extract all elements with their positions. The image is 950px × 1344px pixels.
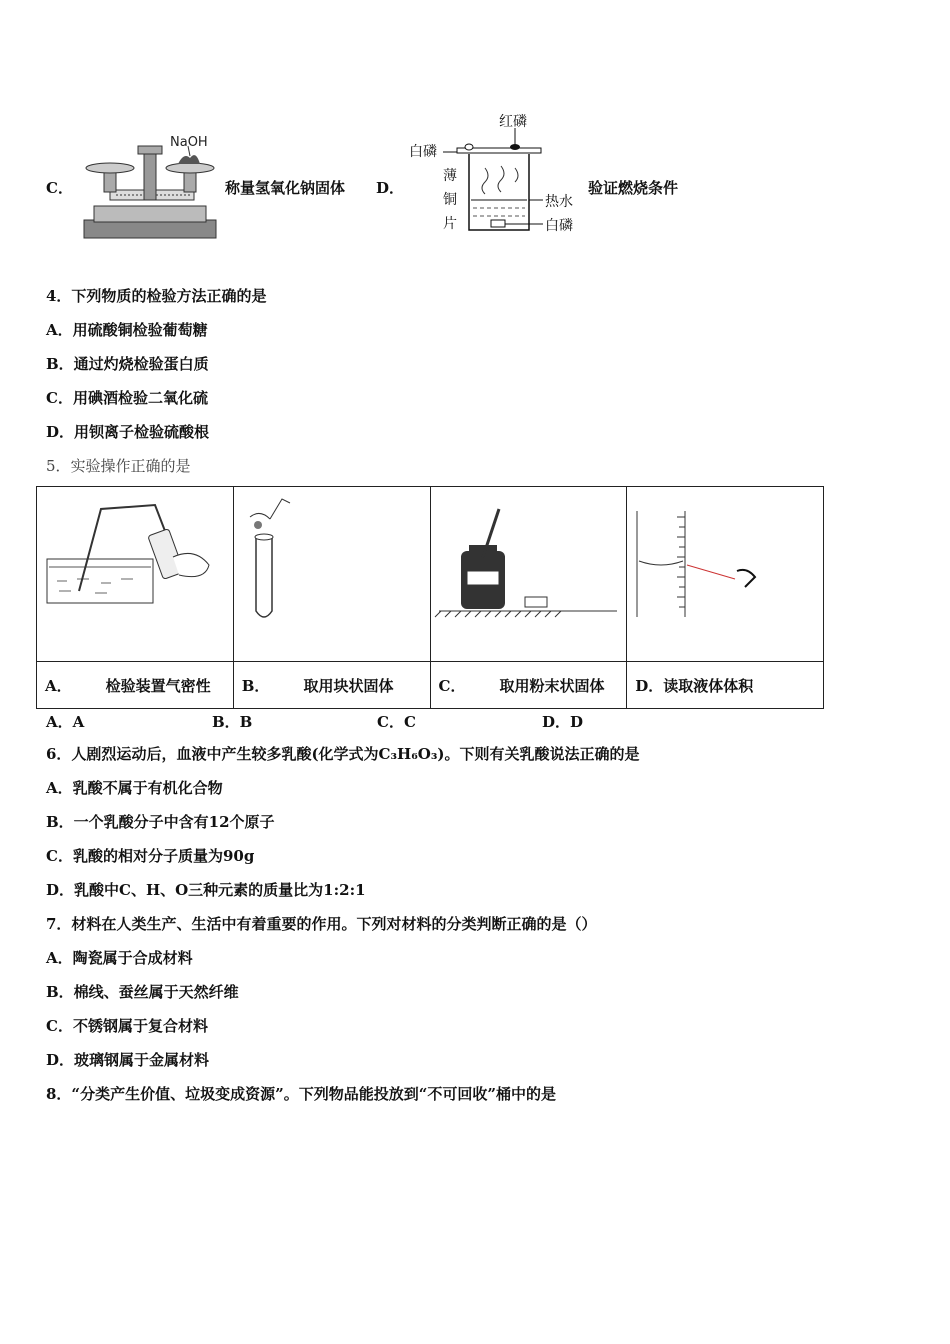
q3-option-c-letter: C． (46, 179, 73, 197)
q8-stem: 8．“分类产生价值、垃圾变成资源”。下列物品能投放到“不可回收”桶中的是 (46, 1085, 556, 1103)
q7-stem: 7．材料在人类生产、生活中有着重要的作用。下列对材料的分类判断正确的是（） (46, 915, 597, 933)
q4-option-d: D．用钡离子检验硫酸根 (46, 423, 210, 441)
thin-label: 薄 (443, 168, 457, 184)
plate-label: 片 (443, 216, 457, 232)
q5-figure-d-cell (627, 487, 824, 662)
q4-option-b: B．通过灼烧检验蛋白质 (46, 355, 209, 373)
airtightness-figure (37, 487, 231, 657)
q4-option-c: C．用碘酒检验二氧化硫 (46, 389, 208, 407)
hot-water-label: 热水 (545, 194, 573, 210)
q5-answer-d: D．D (542, 713, 584, 731)
solid-block-figure (234, 487, 428, 657)
white-phosphorus-bottom-label: 白磷 (545, 218, 573, 234)
naoh-label: NaOH (170, 135, 208, 150)
q6-option-c: C．乳酸的相对分子质量为90g (46, 847, 255, 865)
q5-stem: 5．实验操作正确的是 (46, 457, 191, 475)
q5-figure-b-cell (233, 487, 430, 662)
q5-caption-b-letter: B． (241, 676, 270, 695)
q5-caption-c (430, 662, 627, 709)
q6-stem: 6．人剧烈运动后，血液中产生较多乳酸(化学式为C₃H₆O₃)。下则有关乳酸说法正确的是 (46, 745, 640, 763)
q5-caption-d (627, 662, 824, 709)
q7-option-a: A．陶瓷属于合成材料 (46, 949, 193, 967)
powder-figure (431, 487, 625, 657)
q5-caption-d-letter: D． (635, 676, 664, 695)
q6-option-a: A．乳酸不属于有机化合物 (46, 779, 223, 797)
q5-answer-b: B．B (212, 713, 253, 731)
cylinder-reading-figure (627, 487, 821, 657)
q4-stem: 4．下列物质的检验方法正确的是 (46, 287, 267, 305)
q5-figure-a-cell (37, 487, 234, 662)
q4-option-a: A．用硫酸铜检验葡萄糖 (46, 321, 208, 339)
white-phosphorus-top-label: 白磷 (409, 144, 437, 160)
q3-option-c-text: 称量氢氧化钠固体 (225, 179, 346, 197)
q5-option-table (36, 486, 824, 709)
q3-option-d-letter: D． (376, 179, 405, 197)
q5-answer-c: C．C (377, 713, 416, 731)
red-phosphorus-label: 红磷 (499, 114, 527, 130)
q7-option-d: D．玻璃钢属于金属材料 (46, 1051, 210, 1069)
q7-option-b: B．棉线、蚕丝属于天然纤维 (46, 983, 239, 1001)
copper-label: 铜 (443, 192, 457, 208)
q5-caption-b (233, 662, 430, 709)
q5-caption-c-text: 取用粉末状固体 (499, 676, 605, 695)
q3-option-d-text: 验证燃烧条件 (588, 179, 679, 197)
q5-caption-d-text: 读取液体体积 (663, 676, 754, 695)
q5-answer-a: A．A (46, 713, 85, 731)
q5-caption-a-letter: A． (45, 676, 72, 695)
q6-option-d: D．乳酸中C、H、O三种元素的质量比为1:2:1 (46, 881, 366, 899)
combustion-figure (405, 108, 585, 240)
q5-caption-a (37, 662, 234, 709)
q5-caption-b-text: 取用块状固体 (303, 676, 394, 695)
q7-option-c: C．不锈钢属于复合材料 (46, 1017, 208, 1035)
q5-figure-c-cell (430, 487, 627, 662)
balance-figure (80, 132, 220, 244)
q6-option-b: B．一个乳酸分子中含有12个原子 (46, 813, 275, 831)
q5-caption-c-letter: C． (438, 676, 466, 695)
q5-caption-a-text: 检验装置气密性 (105, 676, 211, 695)
